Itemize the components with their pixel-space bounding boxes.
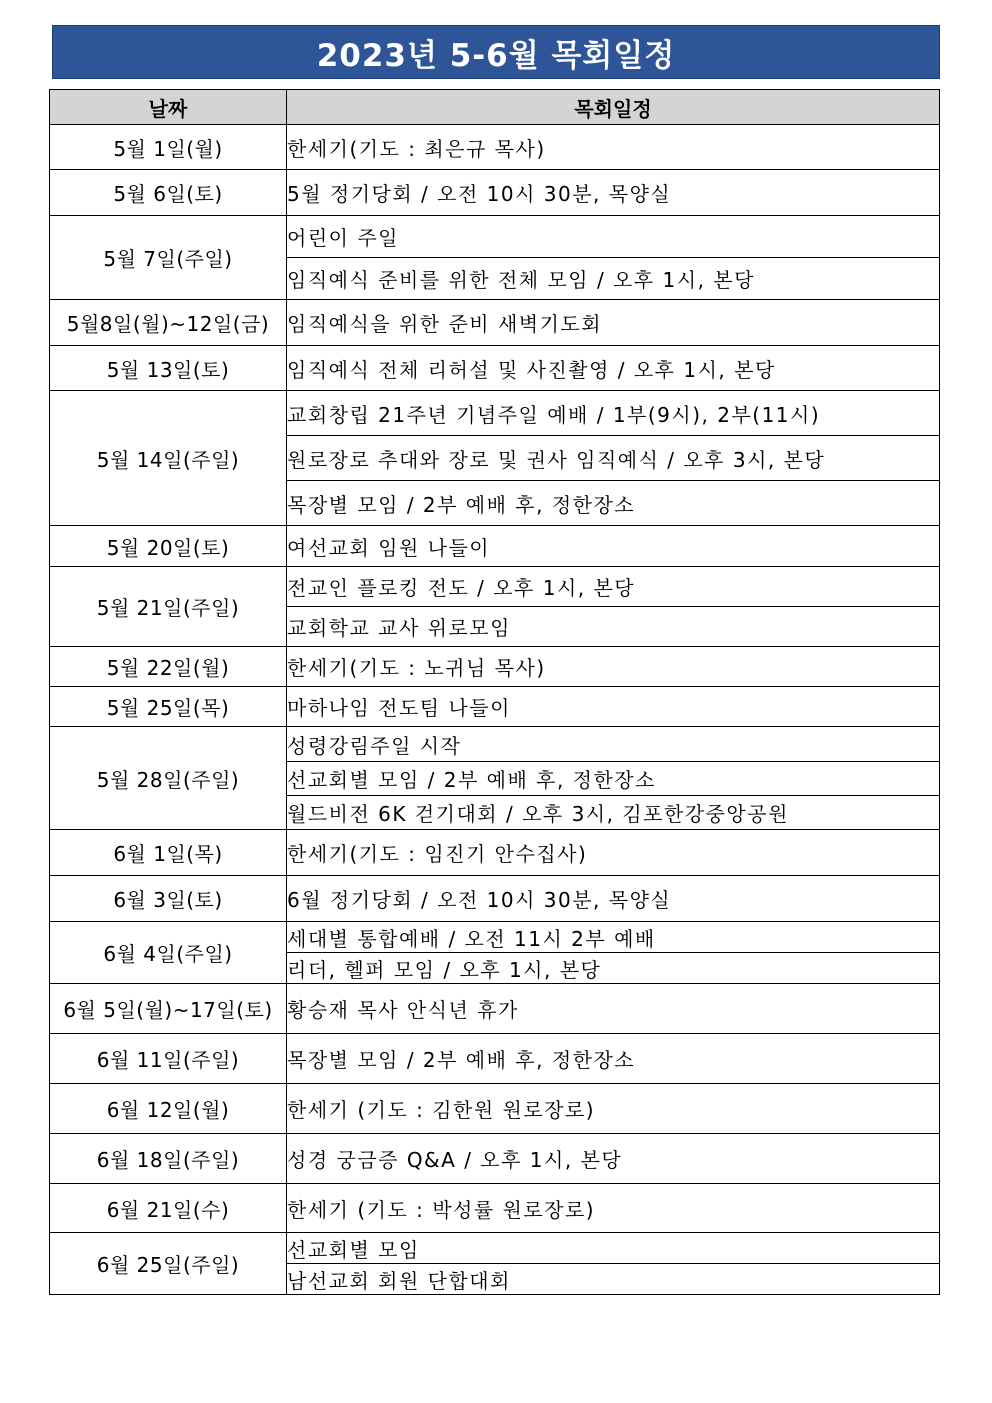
date-cell: 6월 1일(목) [50,830,287,876]
date-cell: 5월 21일(주일) [50,567,287,647]
table-row [50,346,940,391]
schedule-body [50,125,940,1295]
event-cell: 리더, 헬퍼 모임 / 오후 1시, 본당 [287,953,940,984]
date-cell: 6월 25일(주일) [50,1233,287,1295]
date-cell: 5월 20일(토) [50,526,287,567]
date-cell: 5월 6일(토) [50,170,287,216]
table-row [50,526,940,567]
date-cell: 6월 21일(수) [50,1184,287,1233]
event-cell: 황승재 목사 안식년 휴가 [287,984,940,1034]
table-header-row [50,90,940,125]
date-cell: 6월 3일(토) [50,876,287,922]
table-row [50,170,940,216]
event-cell: 임직예식 준비를 위한 전체 모임 / 오후 1시, 본당 [287,258,940,300]
event-cell: 한세기 (기도 : 김한원 원로장로) [287,1084,940,1134]
event-cell: 임직예식 전체 리허설 및 사진촬영 / 오후 1시, 본당 [287,346,940,391]
event-cell: 한세기 (기도 : 박성률 원로장로) [287,1184,940,1233]
date-cell: 5월 22일(월) [50,647,287,687]
page-title-banner [52,25,940,79]
date-cell: 6월 11일(주일) [50,1034,287,1084]
date-cell: 6월 18일(주일) [50,1134,287,1184]
table-row [50,300,940,346]
event-cell: 한세기(기도 : 최은규 목사) [287,125,940,170]
table-row [50,876,940,922]
table-row [50,922,940,953]
date-cell: 6월 5일(월)~17일(토) [50,984,287,1034]
event-cell: 세대별 통합예배 / 오전 11시 2부 예배 [287,922,940,953]
event-cell: 마하나임 전도팀 나들이 [287,687,940,727]
event-cell: 6월 정기당회 / 오전 10시 30분, 목양실 [287,876,940,922]
table-row [50,984,940,1034]
event-cell: 선교회별 모임 [287,1233,940,1264]
event-cell: 한세기(기도 : 노귀님 목사) [287,647,940,687]
event-cell: 한세기(기도 : 임진기 안수집사) [287,830,940,876]
table-row [50,567,940,607]
schedule-table [49,89,940,1295]
table-row [50,391,940,436]
event-cell: 어린이 주일 [287,216,940,258]
event-column-header: 목회일정 [287,90,940,125]
event-cell: 선교회별 모임 / 2부 예배 후, 정한장소 [287,762,940,796]
date-cell: 5월 7일(주일) [50,216,287,300]
table-row [50,1084,940,1134]
event-cell: 성령강림주일 시작 [287,727,940,762]
event-cell: 여선교회 임원 나들이 [287,526,940,567]
date-cell: 6월 4일(주일) [50,922,287,984]
date-cell: 5월 14일(주일) [50,391,287,526]
date-cell: 5월8일(월)~12일(금) [50,300,287,346]
table-row [50,216,940,258]
page-title: 2023년 5-6월 목회일정 [316,37,676,74]
date-cell: 5월 1일(월) [50,125,287,170]
date-cell: 5월 25일(목) [50,687,287,727]
event-cell: 5월 정기당회 / 오전 10시 30분, 목양실 [287,170,940,216]
event-cell: 원로장로 추대와 장로 및 권사 임직예식 / 오후 3시, 본당 [287,436,940,481]
date-cell: 5월 28일(주일) [50,727,287,830]
table-row [50,1134,940,1184]
date-cell: 6월 12일(월) [50,1084,287,1134]
event-cell: 목장별 모임 / 2부 예배 후, 정한장소 [287,1034,940,1084]
table-row [50,687,940,727]
event-cell: 교회학교 교사 위로모임 [287,607,940,647]
event-cell: 월드비전 6K 걷기대회 / 오후 3시, 김포한강중앙공원 [287,796,940,830]
table-row [50,1233,940,1264]
date-column-header: 날짜 [50,90,287,125]
event-cell: 교회창립 21주년 기념주일 예배 / 1부(9시), 2부(11시) [287,391,940,436]
event-cell: 전교인 플로킹 전도 / 오후 1시, 본당 [287,567,940,607]
event-cell: 임직예식을 위한 준비 새벽기도회 [287,300,940,346]
event-cell: 남선교회 회원 단합대회 [287,1264,940,1295]
date-cell: 5월 13일(토) [50,346,287,391]
table-row [50,1184,940,1233]
table-row [50,727,940,762]
event-cell: 성경 궁금증 Q&A / 오후 1시, 본당 [287,1134,940,1184]
table-row [50,647,940,687]
table-row [50,1034,940,1084]
table-row [50,830,940,876]
table-row [50,125,940,170]
event-cell: 목장별 모임 / 2부 예배 후, 정한장소 [287,481,940,526]
